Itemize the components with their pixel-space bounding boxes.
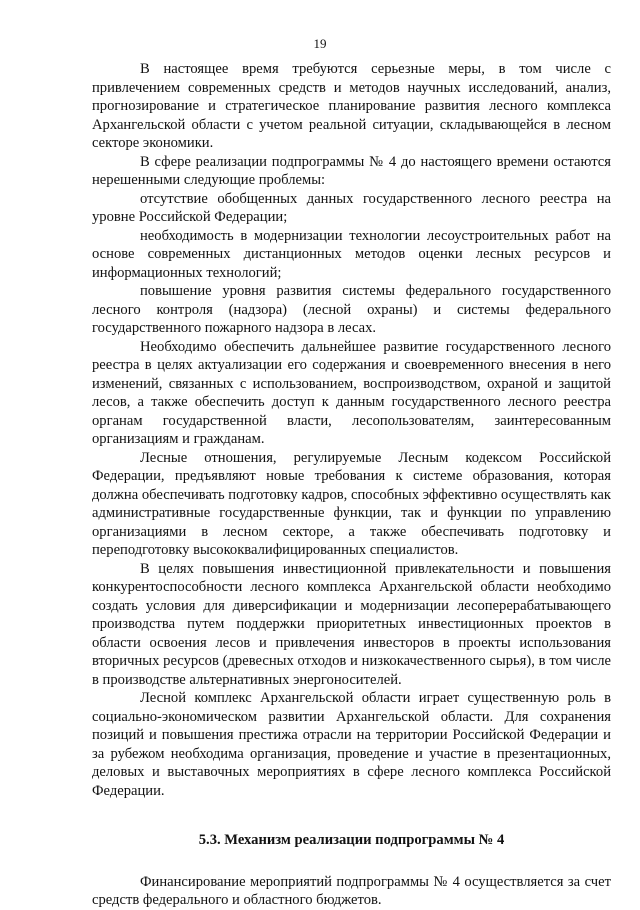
document-body [92, 60, 611, 910]
paragraph: Финансирование мероприятий подпрограммы № 4 осуществляется за счет средств федерального и областного бюджетов. [92, 873, 611, 908]
paragraph: повышение уровня развития системы федерального государственного лесного контроля (надзора) (лесной охраны) и системы федерального государственного пожарного надзора в лесах. [92, 283, 611, 336]
paragraph: В настоящее время требуются серьезные меры, в том числе с привлечением современных средств и методов научных исследований, анализ, прогнозирование и стратегическое планирование развития лесного комплекса Архангельской области с учетом реальной ситуации, складывающейся в лесном секторе экономики. [92, 61, 611, 151]
paragraph: В целях повышения инвестиционной привлекательности и повышения конкурентоспособности лесного комплекса Архангельской области необходимо создать условия для диверсификации и модернизации лесоперерабатывающего производства путем поддержки приоритетных инвестиционных проектов в области освоения лесов и привлечения инвесторов в проекты использования вторичных ресурсов (древесных отходов и низкокачественного сырья), в том числе в производстве альтернативных энергоносителей. [92, 560, 611, 688]
paragraph: Лесные отношения, регулируемые Лесным кодексом Российской Федерации, предъявляют новые требования к системе образования, которая должна обеспечивать подготовку кадров, способных эффективно осуществлять как административные государственные функции, так и функции по управлению организациями в лесном секторе, а также обеспечивать подготовку и переподготовку высококвалифицированных специалистов. [92, 449, 611, 558]
paragraph: В сфере реализации подпрограммы № 4 до настоящего времени остаются нерешенными следующие проблемы: [92, 153, 611, 188]
paragraph: Лесной комплекс Архангельской области играет существенную роль в социально-экономическом развитии Архангельской области. Для сохранения позиций и повышения престижа отрасли на территории Российской Федерации и за рубежом необходима организация, проведение и участие в презентационных, деловых и выставочных мероприятиях в сфере лесного комплекса Российской Федерации. [92, 690, 611, 799]
section-heading: 5.3. Механизм реализации подпрограммы № 4 [198, 832, 505, 848]
paragraph: Необходимо обеспечить дальнейшее развитие государственного лесного реестра в целях актуализации его содержания и своевременного внесения в него изменений, связанных с использованием, воспроизводством, охраной и защитой лесов, а также обеспечить доступ к данным государственного лесного реестра органам государственной власти, лесопользователям, заинтересованным организациям и гражданам. [92, 338, 611, 447]
paragraph: необходимость в модернизации технологии лесоустроительных работ на основе современных дистанционных методов оценки лесных ресурсов и информационных технологий; [92, 227, 611, 281]
page-number: 19 [313, 36, 327, 51]
paragraph: отсутствие обобщенных данных государственного лесного реестра на уровне Российской Федерации; [92, 190, 611, 225]
